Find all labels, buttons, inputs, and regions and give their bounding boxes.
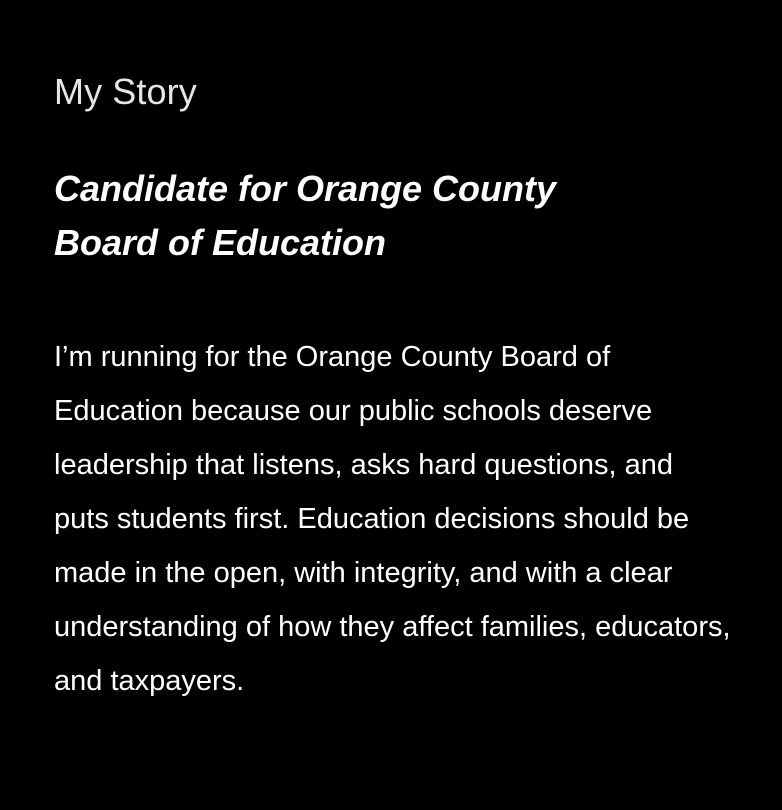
candidate-headline: Candidate for Orange County Board of Education bbox=[54, 168, 557, 263]
section-eyebrow: My Story bbox=[54, 71, 197, 112]
story-section bbox=[54, 68, 734, 708]
story-paragraph: I’m running for the Orange County Board of Education because our public schools deserve leadership that listens, asks hard questions, and puts students first. Education decisions should be made in the open, with integrity, and with a clear understanding of how they affect families, educators, and taxpayers. bbox=[54, 341, 731, 697]
